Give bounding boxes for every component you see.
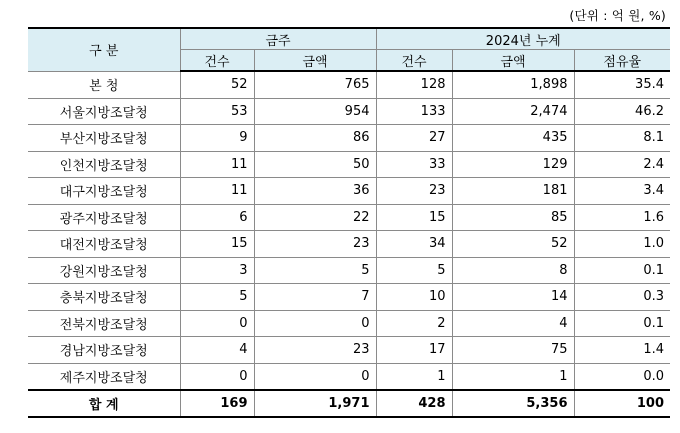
row-share: 35.4 <box>574 71 670 98</box>
row-count: 5 <box>180 284 254 311</box>
table-body <box>28 71 670 417</box>
table-row <box>28 178 670 205</box>
row-amount: 23 <box>254 337 376 364</box>
row-count: 52 <box>180 71 254 98</box>
row-amount: 23 <box>254 231 376 258</box>
row-cum-amount: 129 <box>452 151 574 178</box>
row-cum-amount: 2,474 <box>452 98 574 125</box>
row-cum-count: 2 <box>376 310 452 337</box>
table-row <box>28 363 670 390</box>
row-count: 15 <box>180 231 254 258</box>
row-amount: 22 <box>254 204 376 231</box>
header-group-cumulative: 2024년 누계 <box>376 28 670 50</box>
row-cum-count: 15 <box>376 204 452 231</box>
row-name: 광주지방조달청 <box>28 204 180 231</box>
row-name: 인천지방조달청 <box>28 151 180 178</box>
row-share: 2.4 <box>574 151 670 178</box>
row-name: 본 청 <box>28 71 180 98</box>
table-row <box>28 310 670 337</box>
row-share: 3.4 <box>574 178 670 205</box>
row-amount: 5 <box>254 257 376 284</box>
row-cum-count: 133 <box>376 98 452 125</box>
row-cum-count: 33 <box>376 151 452 178</box>
row-name: 대구지방조달청 <box>28 178 180 205</box>
row-share: 0.0 <box>574 363 670 390</box>
table-row <box>28 337 670 364</box>
row-share: 1.4 <box>574 337 670 364</box>
row-amount: 36 <box>254 178 376 205</box>
table-row <box>28 257 670 284</box>
row-name: 경남지방조달청 <box>28 337 180 364</box>
row-cum-amount: 14 <box>452 284 574 311</box>
header-count-cumulative: 건수 <box>376 50 452 72</box>
row-cum-amount: 75 <box>452 337 574 364</box>
row-cum-count: 1 <box>376 363 452 390</box>
total-cum-amount: 5,356 <box>452 390 574 417</box>
row-cum-count: 23 <box>376 178 452 205</box>
row-amount: 765 <box>254 71 376 98</box>
row-count: 0 <box>180 363 254 390</box>
row-share: 0.1 <box>574 257 670 284</box>
row-name: 부산지방조달청 <box>28 125 180 152</box>
table-row <box>28 151 670 178</box>
table-row <box>28 231 670 258</box>
row-count: 11 <box>180 151 254 178</box>
row-amount: 7 <box>254 284 376 311</box>
row-share: 1.0 <box>574 231 670 258</box>
row-cum-amount: 1,898 <box>452 71 574 98</box>
row-count: 6 <box>180 204 254 231</box>
row-count: 0 <box>180 310 254 337</box>
table-row <box>28 284 670 311</box>
total-amount: 1,971 <box>254 390 376 417</box>
row-share: 8.1 <box>574 125 670 152</box>
table-row <box>28 71 670 98</box>
row-cum-amount: 181 <box>452 178 574 205</box>
row-share: 0.1 <box>574 310 670 337</box>
header-amount: 금액 <box>254 50 376 72</box>
header-count: 건수 <box>180 50 254 72</box>
unit-note: (단위 : 억 원, %) <box>569 8 666 23</box>
row-cum-amount: 1 <box>452 363 574 390</box>
total-count: 169 <box>180 390 254 417</box>
table-row <box>28 125 670 152</box>
row-cum-amount: 4 <box>452 310 574 337</box>
total-cum-count: 428 <box>376 390 452 417</box>
row-amount: 50 <box>254 151 376 178</box>
row-share: 46.2 <box>574 98 670 125</box>
row-count: 4 <box>180 337 254 364</box>
row-amount: 954 <box>254 98 376 125</box>
procurement-table <box>28 27 670 418</box>
row-name: 제주지방조달청 <box>28 363 180 390</box>
row-count: 3 <box>180 257 254 284</box>
total-share: 100 <box>574 390 670 417</box>
header-share: 점유율 <box>574 50 670 72</box>
row-name: 서울지방조달청 <box>28 98 180 125</box>
row-share: 0.3 <box>574 284 670 311</box>
row-name: 충북지방조달청 <box>28 284 180 311</box>
table-row <box>28 204 670 231</box>
row-cum-count: 128 <box>376 71 452 98</box>
row-name: 강원지방조달청 <box>28 257 180 284</box>
row-cum-amount: 85 <box>452 204 574 231</box>
row-amount: 86 <box>254 125 376 152</box>
header-group-this-week: 금주 <box>180 28 376 50</box>
row-name: 전북지방조달청 <box>28 310 180 337</box>
header-category: 구 분 <box>28 28 180 71</box>
row-cum-count: 27 <box>376 125 452 152</box>
row-cum-count: 10 <box>376 284 452 311</box>
row-count: 11 <box>180 178 254 205</box>
row-cum-amount: 435 <box>452 125 574 152</box>
table-header <box>28 28 670 71</box>
row-amount: 0 <box>254 363 376 390</box>
row-share: 1.6 <box>574 204 670 231</box>
row-name: 대전지방조달청 <box>28 231 180 258</box>
row-amount: 0 <box>254 310 376 337</box>
row-cum-amount: 52 <box>452 231 574 258</box>
total-name: 합 계 <box>28 390 180 417</box>
header-amount-cumulative: 금액 <box>452 50 574 72</box>
row-count: 9 <box>180 125 254 152</box>
row-cum-amount: 8 <box>452 257 574 284</box>
row-cum-count: 5 <box>376 257 452 284</box>
row-cum-count: 34 <box>376 231 452 258</box>
table-row <box>28 98 670 125</box>
row-cum-count: 17 <box>376 337 452 364</box>
row-count: 53 <box>180 98 254 125</box>
total-row <box>28 390 670 417</box>
